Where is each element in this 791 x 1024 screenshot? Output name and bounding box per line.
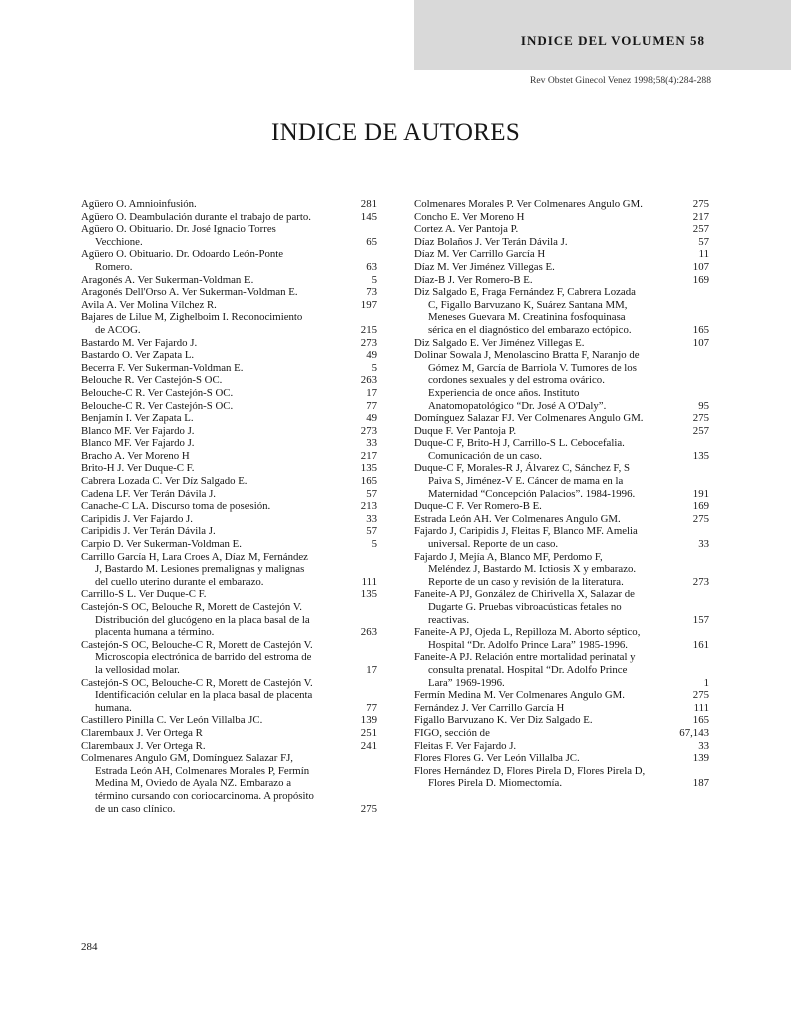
entry-text: Flores Hernández D, Flores Pirela D, Flores Pirela D, Flores Pirela D. Miomectomía. [414, 764, 646, 790]
index-entry [81, 336, 377, 350]
index-entry [81, 311, 377, 336]
index-entry [414, 550, 709, 589]
entry-text: Duque-C F. Ver Romero-B E. [414, 500, 542, 513]
entry-text: Castejón-S OC, Belouche-C R, Morett de Castejón V. Identificación celular en la placa basal de placenta humana. [81, 676, 313, 714]
index-entry [81, 588, 377, 601]
index-entry [81, 273, 377, 287]
entry-text: Colmenares Angulo GM, Domínguez Salazar FJ, Estrada León AH, Colmenares Morales P, Fermín Medina M, Oviedo de Ayala NZ. Embarazo a término cursando con coriocarcinoma. A propósito de un caso clínico. [81, 752, 314, 815]
entry-text: Benjamín I. Ver Zapata L. [81, 412, 194, 425]
index-entry [81, 726, 377, 740]
index-entry [81, 676, 377, 715]
entry-page-number: 33 [366, 512, 377, 525]
index-entry [414, 424, 709, 438]
index-entry [81, 210, 377, 224]
entry-page-number: 169 [692, 273, 709, 286]
entry-page-number: 1 [703, 676, 709, 689]
entry-page-number: 135 [360, 462, 377, 475]
index-entry [81, 512, 377, 526]
entry-page-number: 111 [693, 701, 709, 714]
entry-page-number: 5 [371, 361, 377, 374]
citation: Rev Obstet Ginecol Venez 1998;58(4):284-288 [529, 75, 711, 86]
entry-text: Becerra F. Ver Sukerman-Voldman E. [81, 361, 244, 374]
index-entry [81, 449, 377, 463]
entry-page-number: 161 [692, 638, 709, 651]
index-entry [414, 412, 709, 425]
entry-page-number: 63 [366, 260, 377, 273]
entry-text: Agüero O. Deambulación durante el trabajo de parto. [81, 210, 311, 223]
index-entry [81, 550, 377, 589]
header-box [414, 0, 791, 70]
entry-text: Castejón-S OC, Belouche R, Morett de Castejón V. Distribución del glucógeno en la placa basal de la placenta humana a término. [81, 601, 310, 639]
entry-page-number: 33 [366, 437, 377, 450]
entry-page-number: 33 [698, 538, 709, 551]
entry-text: Figallo Barvuzano K. Ver Diz Salgado E. [414, 714, 593, 727]
entry-text: Caripidis J. Ver Fajardo J. [81, 512, 193, 525]
entry-page-number: 139 [360, 714, 377, 727]
entry-text: Canache-C LA. Discurso toma de posesión. [81, 500, 271, 513]
entry-page-number: 77 [366, 701, 377, 714]
index-entry [414, 349, 709, 412]
entry-text: Carpio D. Ver Sukerman-Voldman E. [81, 538, 242, 551]
entry-text: Duque-C F, Morales-R J, Álvarez C, Sánchez F, S Paiva S, Jiménez-V E. Cáncer de mama en la Maternidad “Concepción Palacios”. 1984-1996. [414, 462, 636, 500]
index-entry [414, 626, 709, 651]
entry-page-number: 275 [692, 689, 709, 702]
entry-page-number: 95 [698, 399, 709, 412]
entry-page-number: 49 [366, 349, 377, 362]
entry-page-number: 257 [692, 223, 709, 236]
index-entry [414, 223, 709, 236]
index-entry [414, 437, 709, 462]
entry-text: Agüero O. Amnioinfusión. [81, 198, 197, 210]
entry-page-number: 11 [698, 248, 709, 261]
entry-text: FIGO, sección de [414, 726, 490, 739]
entry-page-number: 263 [360, 626, 377, 639]
entry-text: Cortez A. Ver Pantoja P. [414, 223, 519, 236]
entry-page-number: 139 [692, 752, 709, 765]
index-entry [81, 386, 377, 400]
index-entry [81, 714, 377, 727]
entry-text: Colmenares Morales P. Ver Colmenares Angulo GM. [414, 198, 643, 210]
entry-page-number: 5 [371, 273, 377, 286]
entry-page-number: 135 [360, 588, 377, 601]
volume-title: INDICE DEL VOLUMEN 58 [520, 33, 705, 48]
entry-page-number: 17 [366, 386, 377, 399]
entry-page-number: 165 [360, 475, 377, 488]
entry-text: Carrillo García H, Lara Croes A, Díaz M, Fernández J, Bastardo M. Lesiones premalignas y malignas del cuello uterino durante el embarazo. [81, 550, 308, 588]
entry-page-number: 165 [692, 323, 709, 336]
entry-page-number: 217 [360, 449, 377, 462]
entry-text: Duque-C F, Brito-H J, Carrillo-S L. Cebocefalia. Comunicación de un caso. [414, 437, 625, 462]
entry-text: Castillero Pinilla C. Ver León Villalba JC. [81, 714, 263, 727]
entry-page-number: 215 [360, 323, 377, 336]
entry-page-number: 77 [366, 399, 377, 412]
index-entry [414, 752, 709, 765]
index-entry [81, 399, 377, 413]
entry-text: Cabrera Lozada C. Ver Díz Salgado E. [81, 475, 248, 488]
entry-text: Fleitas F. Ver Fajardo J. [414, 739, 517, 752]
entry-text: Dolinar Sowala J, Menolascino Bratta F, Naranjo de Gómez M, García de Barriola V. Tumores de los cordones sexuales y del estroma ovárico. Experiencia de once años. Instituto Anatomopatológico “Dr. José A O'Daly”. [414, 349, 640, 412]
index-entry [414, 525, 709, 551]
entry-text: Blanco MF. Ver Fajardo J. [81, 437, 195, 450]
entry-page-number: 165 [692, 714, 709, 727]
entry-page-number: 169 [692, 500, 709, 513]
entry-text: Bastardo M. Ver Fajardo J. [81, 336, 198, 349]
index-entry [414, 701, 709, 715]
entry-page-number: 197 [360, 298, 377, 311]
entry-page-number: 191 [692, 487, 709, 500]
entry-text: Belouche-C R. Ver Castejón-S OC. [81, 399, 234, 412]
index-entry [81, 500, 377, 513]
entry-text: Cadena LF. Ver Terán Dávila J. [81, 487, 217, 500]
entry-page-number: 241 [360, 739, 377, 752]
entry-page-number: 17 [366, 663, 377, 676]
entry-text: Diz Salgado E, Fraga Fernández F, Cabrera Lozada C, Figallo Barvuzano K, Suárez Santana MM, Meneses Guevara M. Creatinina fosfoquinasa sérica en el diagnóstico del embarazo ectópico. [414, 286, 636, 336]
entry-text: Fajardo J, Mejía A, Blanco MF, Perdomo F, Meléndez J, Bastardo M. Ictiosis X y embarazo. Reporte de un caso y revisión de la literatura. [414, 550, 637, 588]
entry-text: Díaz M. Ver Jiménez Villegas E. [414, 260, 555, 273]
index-entry [414, 764, 709, 790]
index-entry [81, 374, 377, 387]
index-entry [414, 462, 709, 500]
entry-text: Blanco MF. Ver Fajardo J. [81, 424, 195, 437]
index-entry [414, 714, 709, 727]
index-entry [81, 248, 377, 273]
entry-page-number: 107 [692, 260, 709, 273]
entry-page-number: 273 [360, 336, 377, 349]
entry-page-number: 135 [692, 449, 709, 462]
index-entry [81, 601, 377, 639]
index-entry [81, 739, 377, 753]
entry-page-number: 275 [360, 802, 377, 815]
entry-text: Clarembaux J. Ver Ortega R [81, 726, 203, 739]
entry-page-number: 145 [360, 210, 377, 223]
entry-page-number: 187 [692, 777, 709, 790]
entry-text: Díaz M. Ver Carrillo García H [414, 248, 546, 261]
entry-page-number: 5 [371, 538, 377, 551]
index-entry [414, 273, 709, 287]
entry-page-number: 275 [692, 198, 709, 210]
entry-text: Carrillo-S L. Ver Duque-C F. [81, 588, 207, 601]
entry-text: Belouche-C R. Ver Castejón-S OC. [81, 386, 234, 399]
entry-page-number: 111 [361, 575, 377, 588]
entry-text: Faneite-A PJ, González de Chirivella X, Salazar de Dugarte G. Pruebas vibroacústicas fetales no reactivas. [414, 588, 635, 626]
entry-page-number: 65 [366, 235, 377, 248]
index-entry [81, 198, 377, 211]
entry-page-number: 57 [698, 235, 709, 248]
entry-text: Brito-H J. Ver Duque-C F. [81, 462, 195, 475]
entry-text: Avila A. Ver Molina Vílchez R. [81, 298, 217, 311]
entry-text: Agüero O. Obituario. Dr. Odoardo León-Ponte Romero. [81, 248, 284, 273]
index-entry [81, 424, 377, 438]
entry-page-number: 33 [698, 739, 709, 752]
index-entry [414, 198, 709, 211]
entry-text: Faneite-A PJ, Ojeda L, Repilloza M. Aborto séptico, Hospital “Dr. Adolfo Prince Lara” 1985-1996. [414, 626, 641, 651]
entry-text: Caripidis J. Ver Terán Dávila J. [81, 525, 216, 538]
entry-text: Bajares de Lilue M, Zighelboim I. Reconocimiento de ACOG. [81, 311, 303, 336]
entry-text: Duque F. Ver Pantoja P. [414, 424, 517, 437]
index-entry [81, 462, 377, 475]
entry-page-number: 275 [692, 412, 709, 425]
index-entry [81, 437, 377, 450]
entry-page-number: 273 [692, 575, 709, 588]
index-entry [81, 525, 377, 538]
index-entry [81, 412, 377, 425]
index-entry [81, 487, 377, 501]
entry-page-number: 263 [360, 374, 377, 387]
index-entry [81, 349, 377, 362]
index-entry [81, 286, 377, 299]
entry-page-number: 73 [366, 286, 377, 299]
index-entry [414, 512, 709, 526]
page-number: 284 [81, 941, 98, 953]
entry-page-number: 67,143 [679, 726, 709, 739]
index-entry [81, 538, 377, 551]
index-entry [414, 689, 709, 702]
entry-page-number: 257 [692, 424, 709, 437]
entry-page-number: 217 [692, 210, 709, 223]
index-entry [414, 235, 709, 249]
entry-page-number: 57 [366, 525, 377, 538]
index-entry [414, 260, 709, 274]
entry-page-number: 275 [692, 512, 709, 525]
entry-text: Belouche R. Ver Castejón-S OC. [81, 374, 223, 387]
index-column-left [81, 198, 377, 815]
entry-text: Estrada León AH. Ver Colmenares Angulo GM. [414, 512, 621, 525]
entry-page-number: 281 [360, 198, 377, 210]
index-column-right [414, 198, 709, 790]
entry-text: Domínguez Salazar FJ. Ver Colmenares Angulo GM. [414, 412, 644, 425]
entry-page-number: 273 [360, 424, 377, 437]
entry-page-number: 57 [366, 487, 377, 500]
entry-page-number: 251 [360, 726, 377, 739]
entry-text: Clarembaux J. Ver Ortega R. [81, 739, 206, 752]
index-entry [414, 336, 709, 350]
index-entry [81, 298, 377, 312]
index-entry [81, 752, 377, 815]
entry-text: Faneite-A PJ. Relación entre mortalidad perinatal y consulta prenatal. Hospital “Dr. Adolfo Prince Lara” 1969-1996. [414, 651, 636, 689]
entry-text: Bracho A. Ver Moreno H [81, 449, 190, 462]
index-entry [414, 500, 709, 513]
entry-page-number: 107 [692, 336, 709, 349]
entry-text: Agüero O. Obituario. Dr. José Ignacio Torres Vecchione. [81, 223, 276, 248]
entry-page-number: 213 [360, 500, 377, 513]
index-entry [414, 739, 709, 753]
index-entry [414, 248, 709, 261]
entry-text: Aragonés Dell'Orso A. Ver Sukerman-Voldman E. [81, 286, 298, 299]
entry-text: Fermín Medina M. Ver Colmenares Angulo GM. [414, 689, 625, 702]
page-title: INDICE DE AUTORES [270, 119, 521, 146]
index-entry [81, 475, 377, 488]
entry-text: Castejón-S OC, Belouche-C R, Morett de Castejón V. Microscopia electrónica de barrido del estroma de la vellosidad molar. [81, 638, 313, 676]
index-entry [414, 651, 709, 689]
index-entry [414, 286, 709, 336]
entry-text: Concho E. Ver Moreno H [414, 210, 525, 223]
entry-text: Díaz Bolaños J. Ver Terán Dávila J. [414, 235, 568, 248]
entry-text: Fajardo J, Caripidis J, Fleitas F, Blanco MF. Amelia universal. Reporte de un caso. [414, 525, 638, 551]
entry-text: Aragonés A. Ver Sukerman-Voldman E. [81, 273, 254, 286]
entry-page-number: 49 [366, 412, 377, 425]
index-entry [81, 638, 377, 677]
index-entry [81, 223, 377, 248]
entry-text: Diz Salgado E. Ver Jiménez Villegas E. [414, 336, 585, 349]
entry-text: Fernández J. Ver Carrillo García H [414, 701, 565, 714]
index-entry [414, 726, 709, 740]
entry-text: Bastardo O. Ver Zapata L. [81, 349, 195, 362]
entry-text: Flores Flores G. Ver León Villalba JC. [414, 752, 580, 765]
entry-page-number: 157 [692, 613, 709, 626]
index-entry [414, 588, 709, 626]
index-entry [81, 361, 377, 375]
index-entry [414, 210, 709, 224]
entry-text: Díaz-B J. Ver Romero-B E. [414, 273, 533, 286]
